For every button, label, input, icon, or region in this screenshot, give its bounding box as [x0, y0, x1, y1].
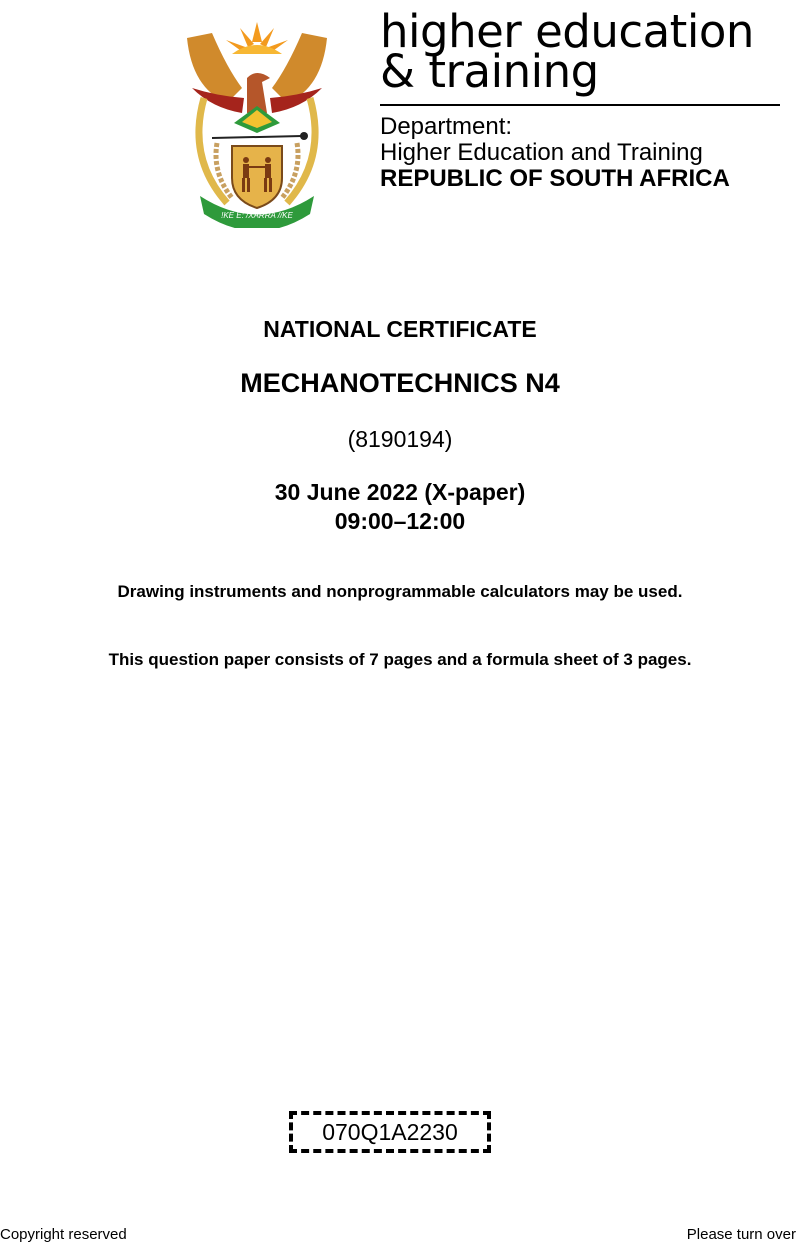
brand-title-line1: higher education	[380, 5, 754, 58]
page-count-note: This question paper consists of 7 pages and a formula sheet of 3 pages.	[108, 650, 692, 669]
crest-icon	[182, 18, 332, 228]
certificate-heading: NATIONAL CERTIFICATE	[263, 316, 537, 342]
exam-date: 30 June 2022 (X-paper)	[274, 479, 526, 505]
brand-title-line2: & training	[380, 45, 599, 98]
exam-time: 09:00–12:00	[334, 508, 466, 534]
paper-id-box: 070Q1A2230	[289, 1111, 491, 1153]
subject-code: (8190194)	[347, 426, 453, 452]
department-name: Higher Education and Training	[380, 139, 703, 166]
country-name: REPUBLIC OF SOUTH AFRICA	[380, 165, 730, 192]
footer-copyright: Copyright reserved	[0, 1226, 127, 1243]
department-label: Department:	[380, 113, 513, 140]
department-branding	[380, 5, 784, 192]
footer-turn-over: Please turn over	[686, 1226, 796, 1243]
brand-divider	[380, 104, 780, 106]
instruments-instruction: Drawing instruments and nonprogrammable calculators may be used.	[117, 582, 683, 601]
subject-title: MECHANOTECHNICS N4	[240, 368, 560, 398]
exam-date-time	[0, 478, 800, 536]
svg-text:!KE E: /XARRA //KE: !KE E: /XARRA //KE	[221, 211, 293, 220]
coat-of-arms-logo	[182, 18, 332, 228]
